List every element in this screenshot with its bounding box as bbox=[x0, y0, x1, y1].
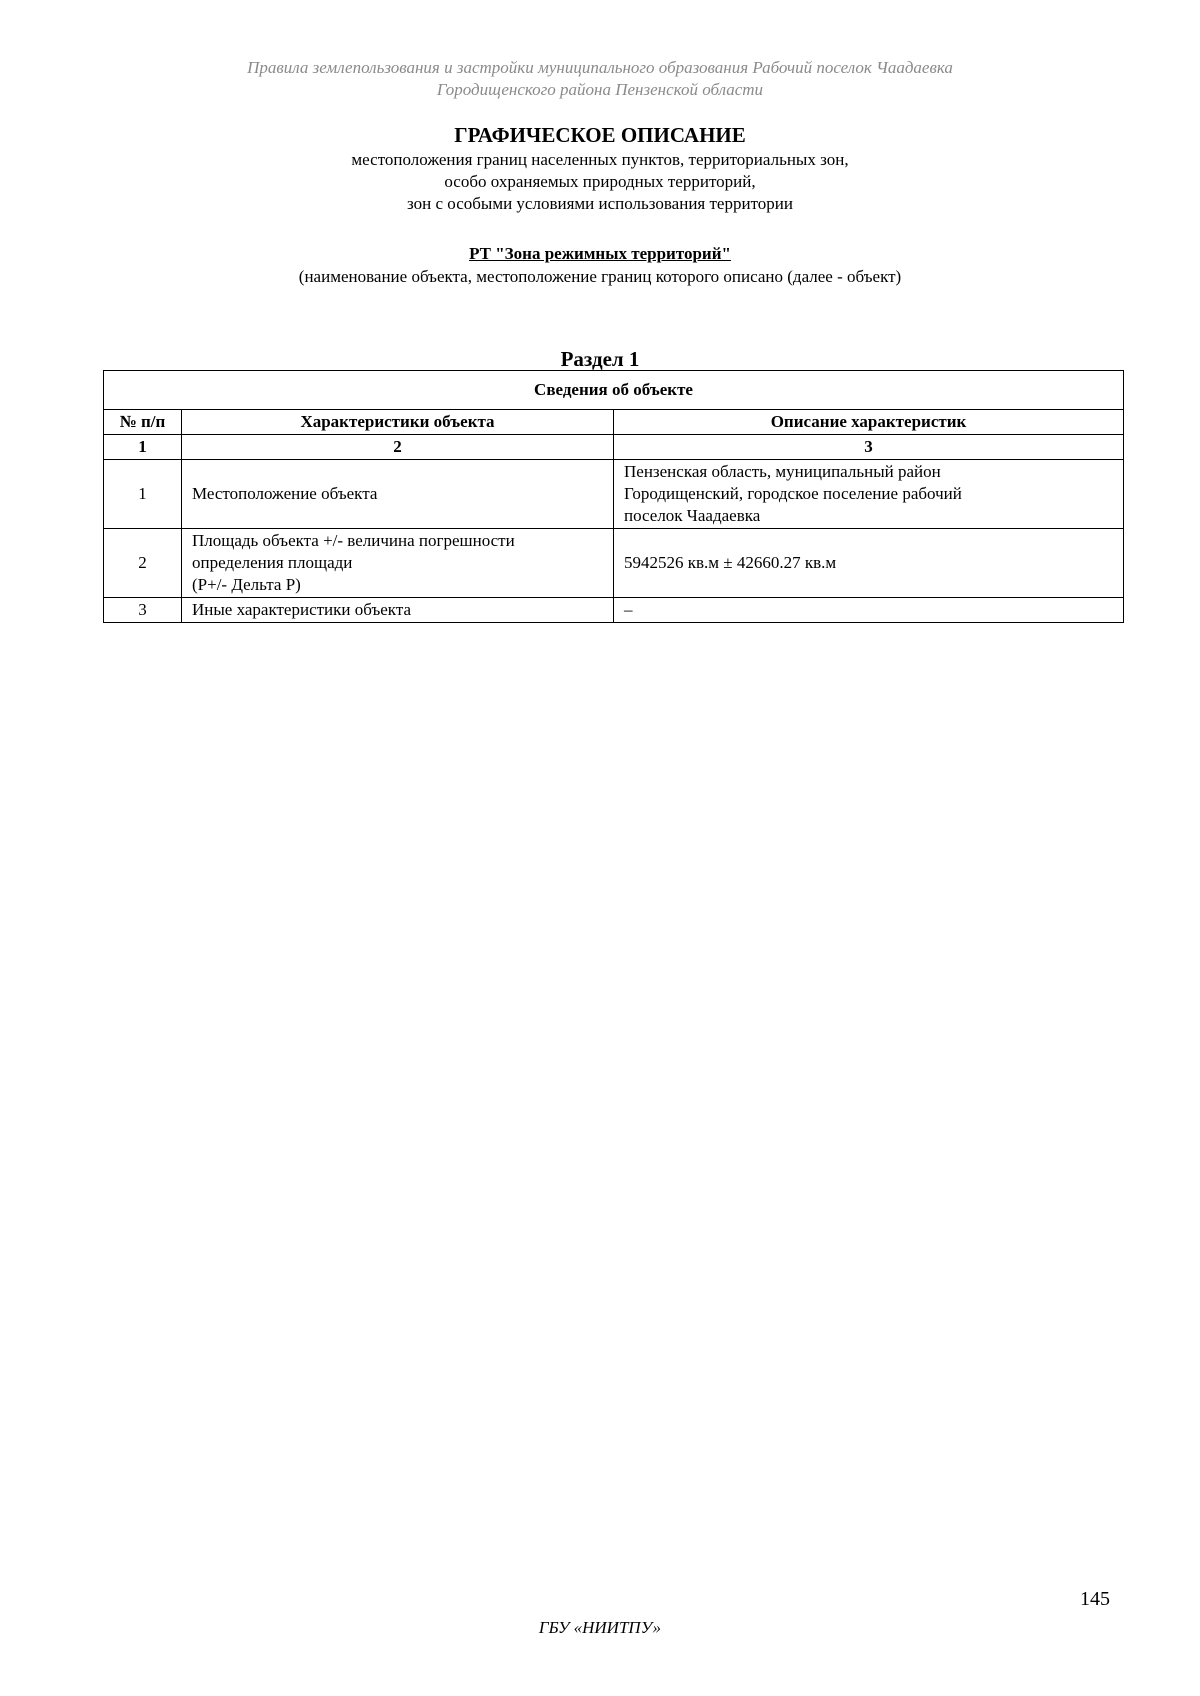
description-line: Городищенский, городское поселение рабочий bbox=[624, 484, 962, 503]
description-line: – bbox=[624, 600, 633, 619]
subtitle-line-3: зон с особыми условиями использования территории bbox=[407, 194, 793, 213]
characteristic-line: Местоположение объекта bbox=[192, 484, 378, 503]
column-number-1: 1 bbox=[104, 435, 182, 460]
object-name-text: РТ "Зона режимных территорий" bbox=[469, 244, 731, 263]
table-row bbox=[104, 460, 1124, 529]
page-number: 145 bbox=[1080, 1588, 1110, 1610]
description-line: 5942526 кв.м ± 42660.27 кв.м bbox=[624, 553, 837, 572]
table-header-row bbox=[104, 410, 1124, 435]
column-header-number: № п/п bbox=[104, 410, 182, 435]
object-name-caption: (наименование объекта, местоположение границ которого описано (далее - объект) bbox=[298, 267, 902, 286]
row-number: 3 bbox=[104, 598, 182, 623]
object-info-table bbox=[103, 370, 1124, 623]
running-header-line-2: Городищенского района Пензенской области bbox=[436, 80, 764, 99]
row-description bbox=[614, 460, 1124, 529]
document-title: ГРАФИЧЕСКОЕ ОПИСАНИЕ bbox=[454, 123, 746, 147]
table-caption-row bbox=[104, 371, 1124, 410]
column-number-3: 3 bbox=[614, 435, 1124, 460]
page-footer: ГБУ «НИИТПУ» bbox=[538, 1618, 662, 1637]
description-line: Пензенская область, муниципальный район bbox=[624, 462, 941, 481]
running-header bbox=[0, 57, 1200, 101]
row-description bbox=[614, 529, 1124, 598]
row-characteristic bbox=[182, 460, 614, 529]
document-subtitle bbox=[0, 149, 1200, 215]
description-line: поселок Чаадаевка bbox=[624, 506, 761, 525]
row-number: 1 bbox=[104, 460, 182, 529]
subtitle-line-2: особо охраняемых природных территорий, bbox=[444, 172, 756, 191]
characteristic-line: Площадь объекта +/- величина погрешности bbox=[192, 531, 515, 550]
running-header-line-1: Правила землепользования и застройки муниципального образования Рабочий поселок Чаадаевка bbox=[247, 58, 953, 77]
table-column-number-row bbox=[104, 435, 1124, 460]
subtitle-line-1: местоположения границ населенных пунктов, территориальных зон, bbox=[351, 150, 849, 169]
column-header-description: Описание характеристик bbox=[614, 410, 1124, 435]
characteristic-line: (Р+/- Дельта Р) bbox=[192, 575, 301, 594]
column-header-characteristic: Характеристики объекта bbox=[182, 410, 614, 435]
row-description bbox=[614, 598, 1124, 623]
object-name bbox=[0, 243, 1200, 265]
table-row bbox=[104, 598, 1124, 623]
column-number-2: 2 bbox=[182, 435, 614, 460]
table-caption: Сведения об объекте bbox=[104, 371, 1124, 410]
table-row bbox=[104, 529, 1124, 598]
characteristic-line: определения площади bbox=[192, 553, 353, 572]
section-title: Раздел 1 bbox=[560, 347, 640, 371]
row-characteristic bbox=[182, 529, 614, 598]
characteristic-line: Иные характеристики объекта bbox=[192, 600, 412, 619]
row-characteristic bbox=[182, 598, 614, 623]
row-number: 2 bbox=[104, 529, 182, 598]
